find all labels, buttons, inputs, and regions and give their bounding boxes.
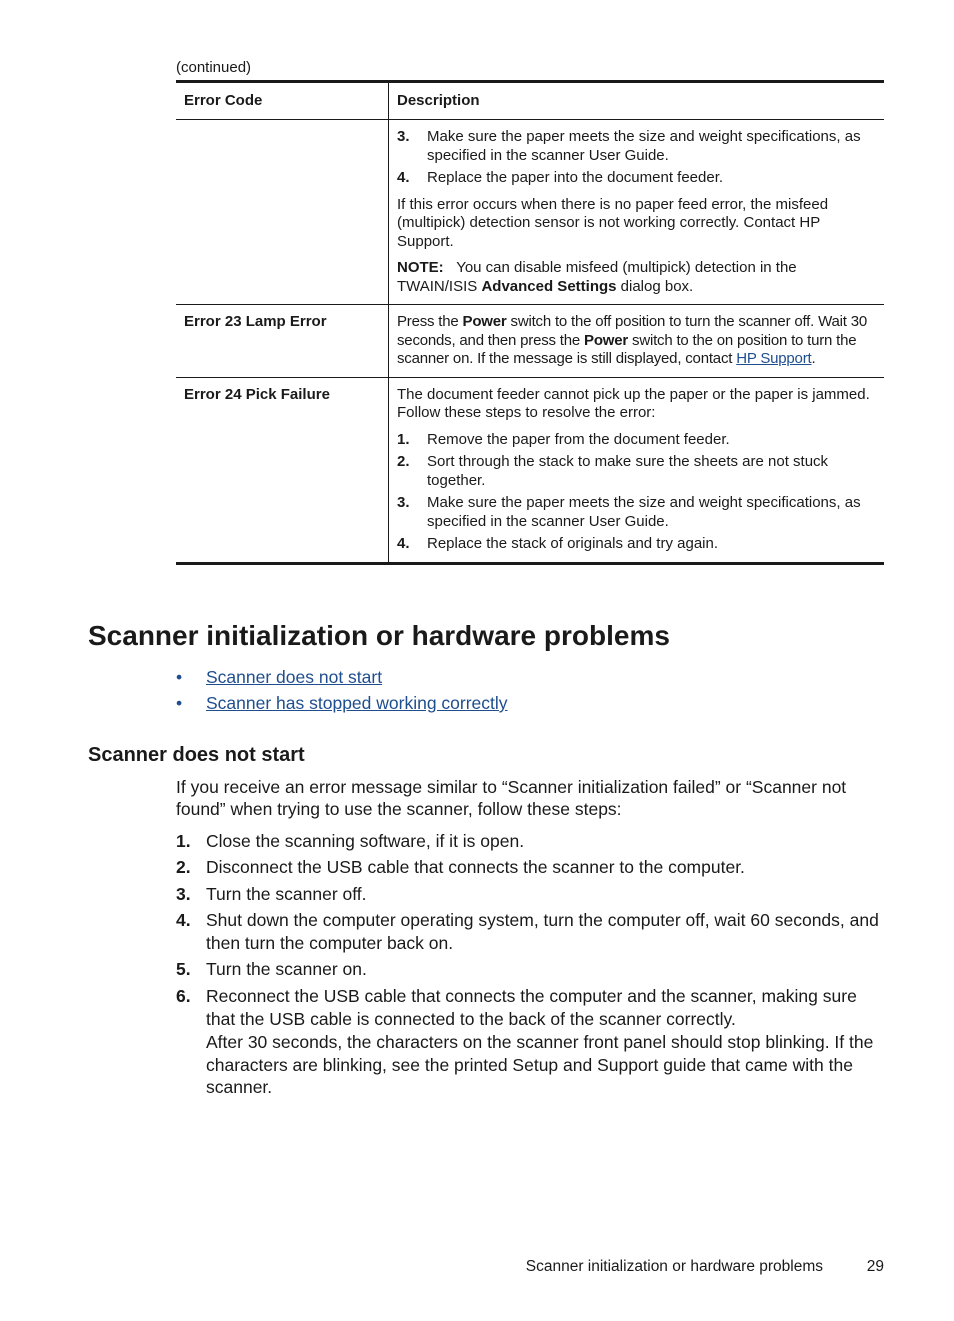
- list-item: [176, 856, 888, 879]
- power-bold: Power: [462, 313, 507, 330]
- header-error-code: Error Code: [184, 91, 263, 109]
- description-paragraph: If this error occurs when there is no paper feed error, the misfeed (multipick) detection sensor is not working correctly. Contact HP Support.: [397, 195, 829, 250]
- step-text: Replace the stack of originals and try again.: [427, 535, 718, 552]
- table-row: [176, 377, 884, 563]
- description-paragraph: [397, 313, 876, 369]
- step-number: 5.: [176, 959, 191, 979]
- description-paragraph: The document feeder cannot pick up the paper or the paper is jammed. Follow these steps to resolve the error:: [397, 385, 870, 421]
- step-text: Make sure the paper meets the size and weight specifications, as specified in the scanner User Guide.: [427, 128, 861, 164]
- hp-support-link[interactable]: HP Support: [736, 350, 812, 367]
- list-item: [397, 535, 876, 554]
- step-text: Turn the scanner on.: [206, 959, 367, 979]
- desc-text: switch to the on position to turn the scanner on. If the message is still displayed, contact: [397, 331, 857, 367]
- subsection-title: Scanner does not start: [88, 744, 305, 766]
- table-row: [176, 305, 884, 378]
- step-number: 1.: [397, 430, 410, 448]
- step-number: 4.: [176, 910, 191, 930]
- step-text: Disconnect the USB cable that connects the scanner to the computer.: [206, 857, 745, 877]
- step-number: 2.: [397, 453, 410, 470]
- step-text: Sort through the stack to make sure the sheets are not stuck together.: [427, 453, 829, 489]
- list-item: [176, 667, 382, 688]
- note: [397, 259, 876, 296]
- desc-text: Press the: [397, 313, 459, 330]
- list-item: [397, 431, 876, 450]
- intro-paragraph: If you receive an error message similar to “Scanner initialization failed” or “Scanner not found” when trying to use the scanner, follow these steps:: [176, 777, 847, 819]
- step-text: Turn the scanner off.: [206, 884, 367, 904]
- step-text: Make sure the paper meets the size and weight specifications, as specified in the scanner User Guide.: [427, 494, 861, 530]
- link-scanner-stopped-working[interactable]: Scanner has stopped working correctly: [206, 693, 508, 713]
- step-number: 6.: [176, 986, 191, 1006]
- list-item: [397, 494, 876, 531]
- note-bold: Advanced Settings: [481, 277, 617, 295]
- note-text: You can disable misfeed (multipick) detection in the TWAIN/ISIS: [397, 259, 797, 295]
- header-description: Description: [389, 82, 885, 120]
- table-row: [176, 120, 884, 305]
- list-item: [176, 883, 888, 906]
- section-title: Scanner initialization or hardware problems: [88, 620, 670, 651]
- step-number: 1.: [176, 831, 191, 851]
- list-item: [397, 453, 876, 490]
- list-item: [397, 128, 876, 165]
- description-cell: [389, 377, 885, 563]
- after-paragraph: After 30 seconds, the characters on the scanner front panel should stop blinking. If the characters are blinking, see the printed Setup and Support guide that came with the scanner.: [206, 1032, 874, 1097]
- description-cell: [389, 305, 885, 378]
- step-text: Shut down the computer operating system, turn the computer off, wait 60 seconds, and then turn the computer back on.: [206, 910, 879, 953]
- list-item: [176, 830, 888, 853]
- error-code-cell: [176, 120, 389, 305]
- list-item: [397, 169, 876, 188]
- step-number: 3.: [397, 128, 410, 145]
- note-text-end: dialog box.: [620, 277, 694, 295]
- footer-title: Scanner initialization or hardware problems: [525, 1258, 823, 1275]
- table-header-row: [176, 82, 884, 120]
- bullet-icon: •: [176, 667, 183, 687]
- step-number: 3.: [397, 494, 410, 511]
- error-code-cell: Error 23 Lamp Error: [184, 313, 327, 330]
- continued-label: (continued): [176, 59, 252, 76]
- list-item: [176, 958, 888, 981]
- desc-text: .: [811, 350, 816, 367]
- list-item: [176, 909, 888, 954]
- step-text: Remove the paper from the document feeder.: [427, 430, 730, 448]
- note-label: NOTE:: [397, 259, 444, 276]
- error-code-cell: Error 24 Pick Failure: [184, 385, 330, 403]
- power-bold: Power: [584, 331, 629, 349]
- step-text: Replace the paper into the document feeder.: [427, 169, 724, 186]
- desc-text: switch to the off position to turn the scanner off. Wait 30 seconds, and then press the: [397, 313, 867, 349]
- page-number: 29: [866, 1258, 884, 1275]
- link-scanner-does-not-start[interactable]: Scanner does not start: [206, 667, 383, 687]
- step-number: 4.: [397, 169, 410, 186]
- error-code-table: [176, 80, 884, 565]
- description-cell: [389, 120, 885, 305]
- step-number: 4.: [397, 535, 410, 552]
- bullet-icon: •: [176, 693, 183, 713]
- step-number: 3.: [176, 884, 191, 904]
- list-item: [176, 985, 888, 1030]
- step-number: 2.: [176, 857, 191, 877]
- step-text: Reconnect the USB cable that connects the computer and the scanner, making sure that the USB cable is connected to the back of the scanner correctly.: [206, 986, 857, 1029]
- list-item: [176, 693, 508, 714]
- step-text: Close the scanning software, if it is open.: [206, 831, 525, 851]
